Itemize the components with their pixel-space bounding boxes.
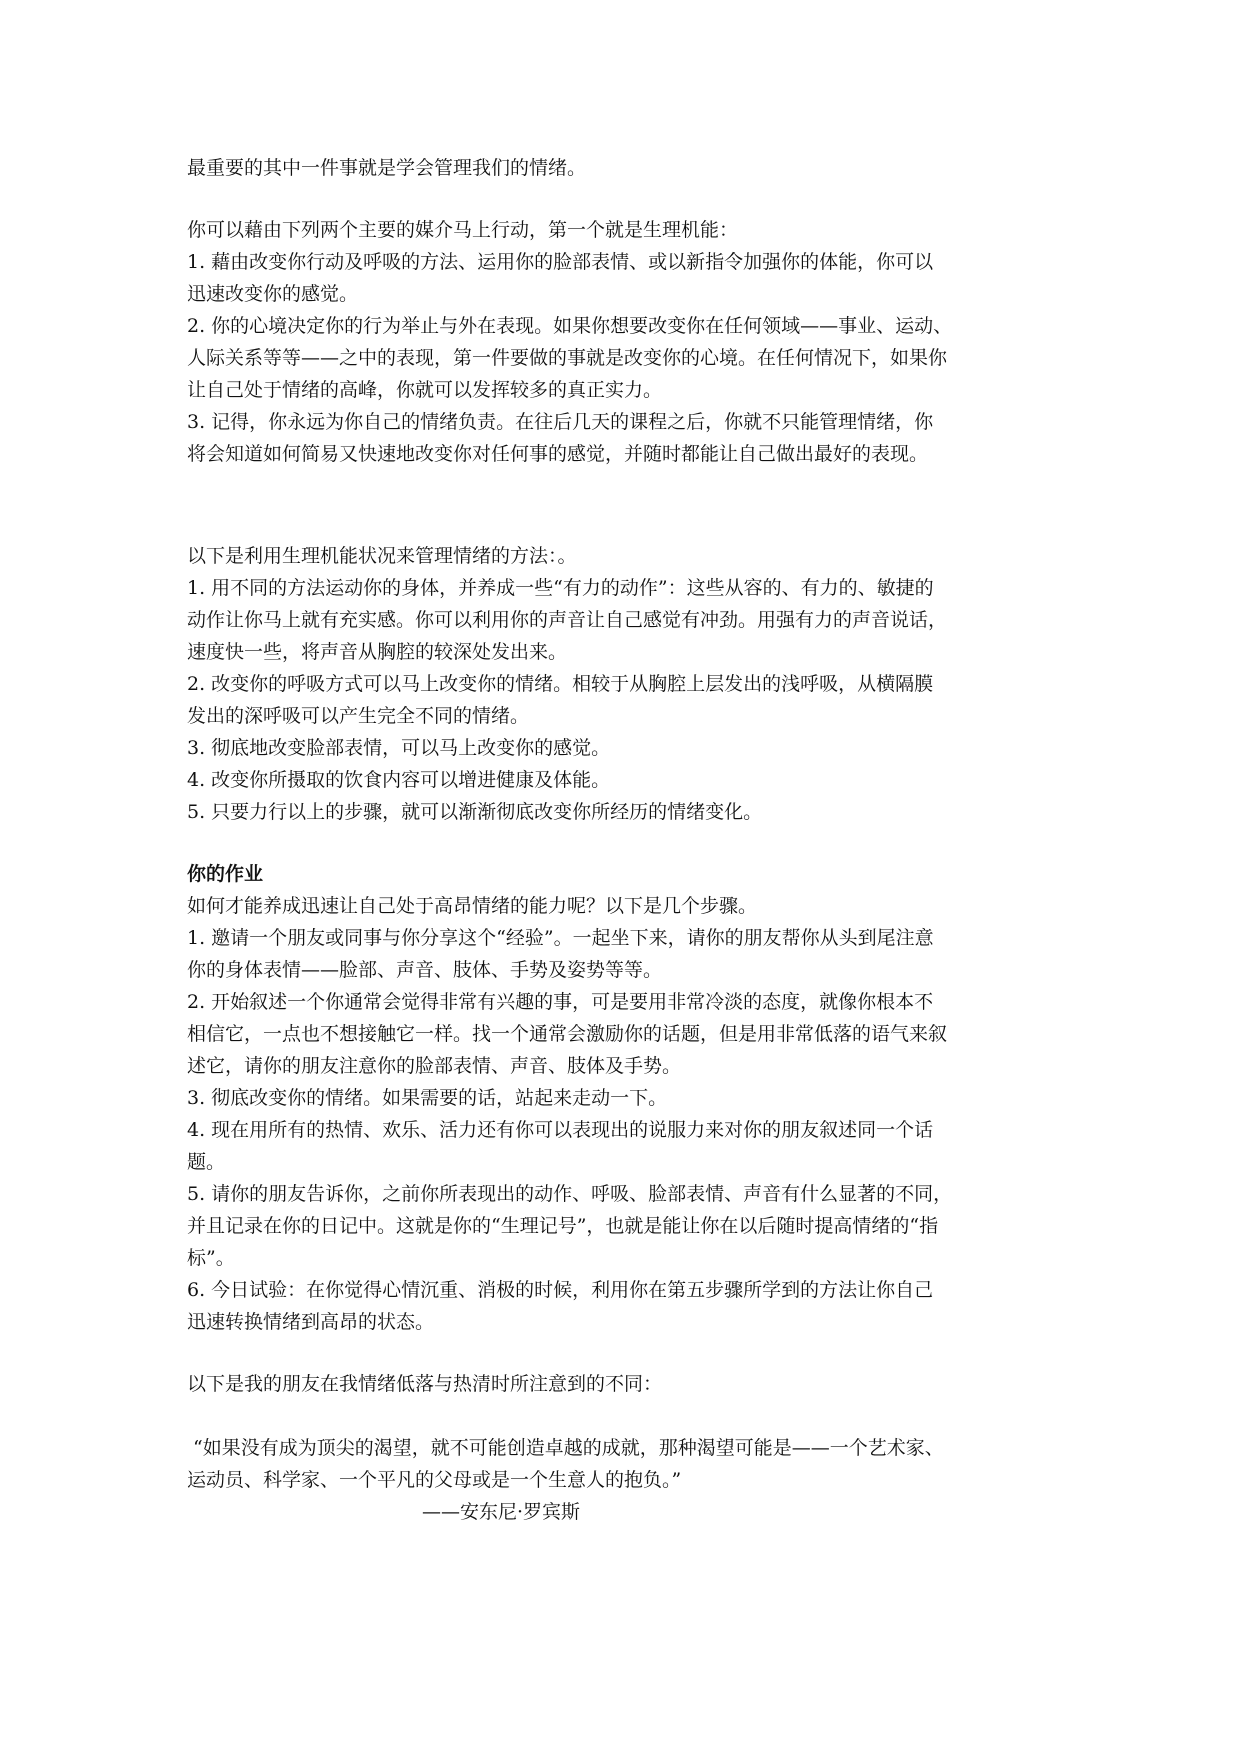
- section2-item-1-line-2: 动作让你马上就有充实感。你可以利用你的声音让自己感觉有冲劲。用强有力的声音说话，: [187, 609, 948, 631]
- section2-item-5: 5. 只要力行以上的步骤，就可以渐渐彻底改变你所经历的情绪变化。: [187, 801, 763, 823]
- homework-item-4-line-2: 题。: [187, 1151, 226, 1173]
- section2-item-2-line-2: 发出的深呼吸可以产生完全不同的情绪。: [187, 705, 530, 727]
- homework-item-2-line-3: 述它，请你的朋友注意你的脸部表情、声音、肢体及手势。: [187, 1055, 682, 1077]
- homework-item-5-line-2: 并且记录在你的日记中。这就是你的“生理记号”，也就是能让你在以后随时提高情绪的“指: [187, 1215, 939, 1237]
- homework-item-4-line-1: 4. 现在用所有的热情、欢乐、活力还有你可以表现出的说服力来对你的朋友叙述同一个话: [187, 1119, 934, 1141]
- section1-item-2-line-2: 人际关系等等——之中的表现，第一件要做的事就是改变你的心境。在任何情况下，如果你: [187, 347, 948, 369]
- homework-lead: 如何才能养成迅速让自己处于高昂情绪的能力呢？以下是几个步骤。: [187, 895, 758, 917]
- intro-text: 最重要的其中一件事就是学会管理我们的情绪。: [187, 157, 587, 179]
- quote-line-1: “如果没有成为顶尖的渴望，就不可能创造卓越的成就，那种渴望可能是——一个艺术家、: [193, 1437, 944, 1459]
- homework-item-6-line-1: 6. 今日试验：在你觉得心情沉重、消极的时候，利用你在第五步骤所学到的方法让你自己: [187, 1279, 934, 1301]
- quote-attribution: ——安东尼·罗宾斯: [422, 1501, 581, 1523]
- section1-item-3-line-2: 将会知道如何简易又快速地改变你对任何事的感觉，并随时都能让自己做出最好的表现。: [187, 443, 929, 465]
- quote-line-2: 运动员、科学家、一个平凡的父母或是一个生意人的抱负。”: [187, 1469, 682, 1491]
- section1-item-3-line-1: 3. 记得，你永远为你自己的情绪负责。在往后几天的课程之后，你就不只能管理情绪，你: [187, 411, 934, 433]
- section2-lead: 以下是利用生理机能状况来管理情绪的方法：。: [187, 545, 577, 567]
- section1-lead: 你可以藉由下列两个主要的媒介马上行动，第一个就是生理机能：: [187, 219, 739, 241]
- section2-item-1-line-1: 1. 用不同的方法运动你的身体，并养成一些“有力的动作”：这些从容的、有力的、敏捷的: [187, 577, 934, 599]
- section2-item-3: 3. 彻底地改变脸部表情，可以马上改变你的感觉。: [187, 737, 611, 759]
- homework-item-3: 3. 彻底改变你的情绪。如果需要的话，站起来走动一下。: [187, 1087, 668, 1109]
- section1-item-2-line-3: 让自己处于情绪的高峰，你就可以发挥较多的真正实力。: [187, 379, 663, 401]
- homework-item-6-line-2: 迅速转换情绪到高昂的状态。: [187, 1311, 435, 1333]
- section2-item-2-line-1: 2. 改变你的呼吸方式可以马上改变你的情绪。相较于从胸腔上层发出的浅呼吸，从横隔膜: [187, 673, 934, 695]
- homework-item-1-line-1: 1. 邀请一个朋友或同事与你分享这个“经验”。一起坐下来，请你的朋友帮你从头到尾注意: [187, 927, 934, 949]
- section1-item-1-line-1: 1. 藉由改变你行动及呼吸的方法、运用你的脸部表情、或以新指令加强你的体能，你可以: [187, 251, 934, 273]
- homework-item-5-line-3: 标”。: [187, 1247, 235, 1269]
- homework-item-1-line-2: 你的身体表情——脸部、声音、肢体、手势及姿势等等。: [187, 959, 663, 981]
- section1-item-1-line-2: 迅速改变你的感觉。: [187, 283, 359, 305]
- homework-item-2-line-1: 2. 开始叙述一个你通常会觉得非常有兴趣的事，可是要用非常冷淡的态度，就像你根本不: [187, 991, 934, 1013]
- homework-item-5-line-1: 5. 请你的朋友告诉你，之前你所表现出的动作、呼吸、脸部表情、声音有什么显著的不同，: [187, 1183, 953, 1205]
- friend-note: 以下是我的朋友在我情绪低落与热清时所注意到的不同：: [187, 1373, 663, 1395]
- homework-heading: 你的作业: [187, 863, 264, 885]
- section2-item-4: 4. 改变你所摄取的饮食内容可以增进健康及体能。: [187, 769, 611, 791]
- section1-item-2-line-1: 2. 你的心境决定你的行为举止与外在表现。如果你想要改变你在任何领域——事业、运动、: [187, 315, 953, 337]
- section2-item-1-line-3: 速度快一些，将声音从胸腔的较深处发出来。: [187, 641, 568, 663]
- homework-item-2-line-2: 相信它，一点也不想接触它一样。找一个通常会激励你的话题，但是用非常低落的语气来叙: [187, 1023, 948, 1045]
